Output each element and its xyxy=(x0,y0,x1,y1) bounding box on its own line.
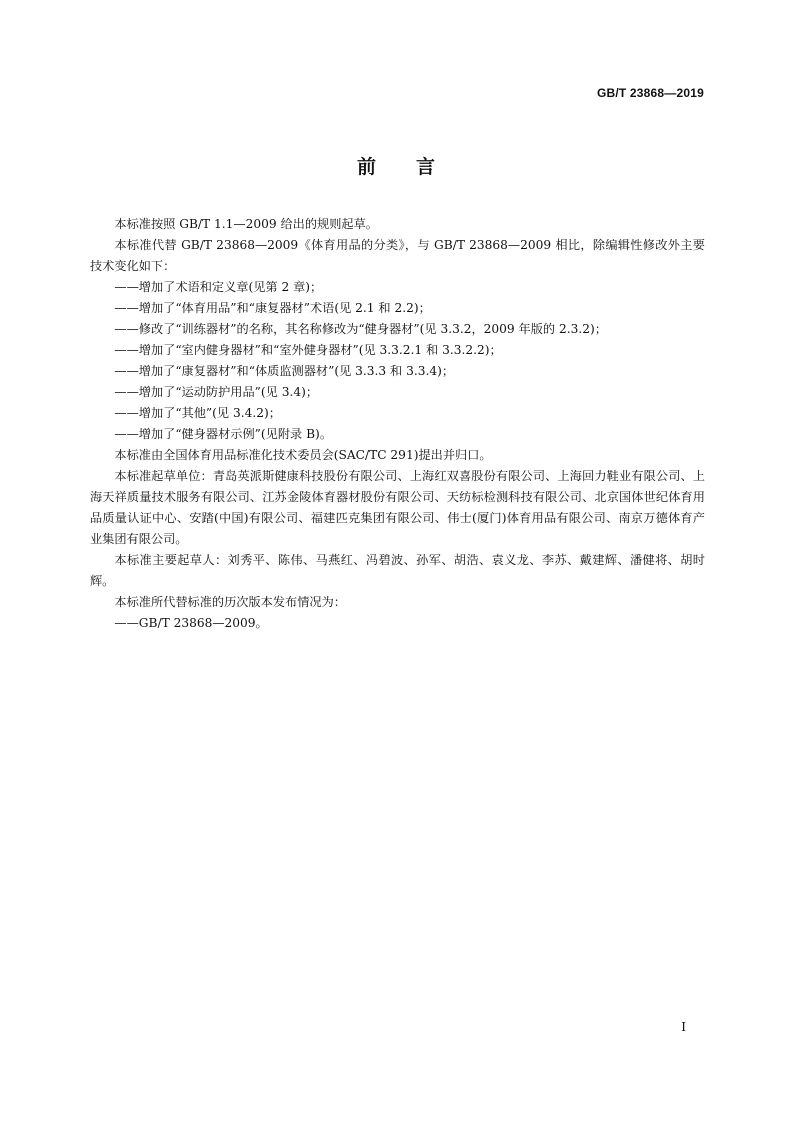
history-item: ——GB/T 23868—2009。 xyxy=(114,616,268,630)
foreword-body xyxy=(90,214,705,634)
paragraph-drafting-units: 本标准起草单位：青岛英派斯健康科技股份有限公司、上海红双喜股份有限公司、上海回力鞋业有限公司、上海天祥质量技术服务有限公司、江苏金陵体育器材股份有限公司、天纺标检测科技有限公司、北京国体世纪体育用品质量认证中心、安踏(中国)有限公司、福建匹克集团有限公司、伟士(厦门)体育用品有限公司、南京万德体育产业集团有限公司。 xyxy=(90,469,705,546)
change-item: ——增加了“康复器材”和“体质监测器材”(见 3.3.3 和 3.3.4)； xyxy=(114,364,455,378)
change-item: ——增加了术语和定义章(见第 2 章)； xyxy=(114,280,323,294)
paragraph-history-intro: 本标准所代替标准的历次版本发布情况为： xyxy=(114,595,346,609)
standard-code: GB/T 23868—2019 xyxy=(596,86,704,100)
title-part-2: 言 xyxy=(416,156,438,178)
paragraph-replacement: 本标准代替 GB/T 23868—2009《体育用品的分类》，与 GB/T 23868—2009 相比，除编辑性修改外主要技术变化如下： xyxy=(90,238,705,273)
paragraph-drafting-rules: 本标准按照 GB/T 1.1—2009 给出的规则起草。 xyxy=(114,217,378,231)
change-item: ——增加了“健身器材示例”(见附录 B)。 xyxy=(114,427,333,441)
change-item: ——增加了“室内健身器材”和“室外健身器材”(见 3.3.2.1 和 3.3.2.2)； xyxy=(114,343,502,357)
paragraph-proposer: 本标准由全国体育用品标准化技术委员会(SAC/TC 291)提出并归口。 xyxy=(114,448,492,462)
title-part-1: 前 xyxy=(356,156,378,178)
change-item: ——增加了“体育用品”和“康复器材”术语(见 2.1 和 2.2)； xyxy=(114,301,431,315)
paragraph-drafters: 本标准主要起草人：刘秀平、陈伟、马燕红、冯碧波、孙军、胡浩、袁义龙、李苏、戴建辉、潘健将、胡时辉。 xyxy=(90,553,705,588)
change-item: ——增加了“运动防护用品”(见 3.4)； xyxy=(114,385,319,399)
page-title xyxy=(0,152,794,179)
page-number: I xyxy=(681,1020,686,1034)
change-item: ——增加了“其他”(见 3.4.2)； xyxy=(114,406,281,420)
change-item: ——修改了“训练器材”的名称，其名称修改为“健身器材”(见 3.3.2，2009 年版的 2.3.2)； xyxy=(114,322,607,336)
